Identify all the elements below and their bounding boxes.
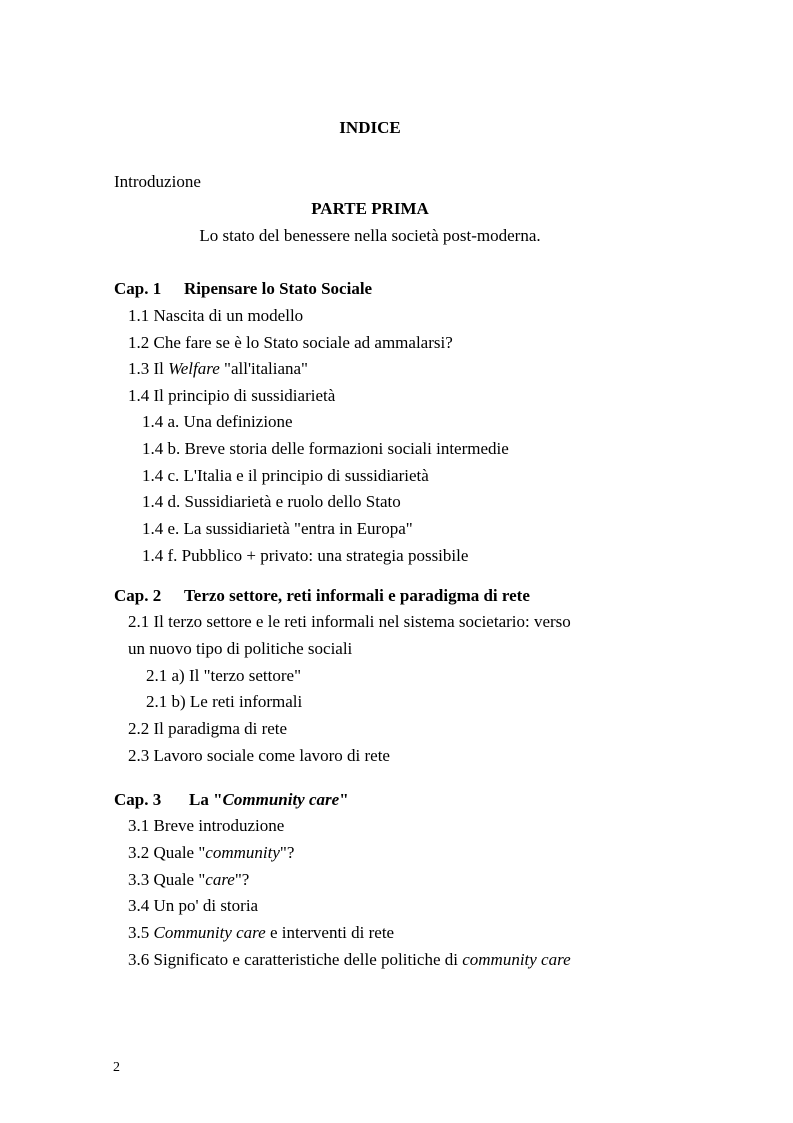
chapter-3-heading — [114, 790, 349, 810]
chapter-number: Cap. 1 — [114, 279, 162, 298]
chapter-title: " — [339, 790, 349, 809]
entry-text: 3.6 Significato e caratteristiche delle politiche di — [128, 950, 463, 969]
toc-entry — [128, 870, 249, 890]
entry-emphasis: care — [205, 870, 235, 889]
chapter-title: La " — [189, 790, 223, 809]
entry-text: "? — [234, 870, 250, 889]
toc-subentry: 1.4 c. L'Italia e il principio di sussidiarietà — [142, 466, 429, 485]
chapter-2-heading — [114, 586, 530, 606]
toc-entry — [128, 923, 394, 943]
toc-subentry: 2.1 b) Le reti informali — [146, 692, 303, 711]
entry-text: e interventi di rete — [265, 923, 395, 942]
toc-entry: 3.4 Un po' di storia — [128, 896, 259, 915]
toc-subentry: 1.4 f. Pubblico + privato: una strategia possibile — [142, 546, 469, 565]
toc-subentry: 1.4 a. Una definizione — [142, 412, 293, 431]
entry-emphasis: Community care — [153, 923, 266, 942]
entry-emphasis: Welfare — [168, 359, 220, 378]
toc-entry: 2.2 Il paradigma di rete — [128, 719, 288, 738]
part-heading: PARTE PRIMA — [311, 199, 429, 218]
chapter-number: Cap. 3 — [114, 790, 162, 809]
chapter-1-heading — [114, 279, 372, 299]
toc-entry: 1.2 Che fare se è lo Stato sociale ad ammalarsi? — [128, 333, 453, 352]
chapter-number: Cap. 2 — [114, 586, 162, 605]
toc-subentry: 2.1 a) Il "terzo settore" — [146, 666, 302, 685]
entry-text: "? — [279, 843, 295, 862]
toc-entry — [128, 950, 571, 970]
intro-entry: Introduzione — [114, 172, 201, 191]
part-subtitle: Lo stato del benessere nella società post-moderna. — [199, 226, 541, 245]
entry-text: 1.3 Il — [128, 359, 169, 378]
toc-entry: 1.4 Il principio di sussidiarietà — [128, 386, 336, 405]
toc-entry: 1.1 Nascita di un modello — [128, 306, 304, 325]
toc-entry: 2.3 Lavoro sociale come lavoro di rete — [128, 746, 390, 765]
entry-text: 3.3 Quale " — [128, 870, 206, 889]
entry-text: 3.2 Quale " — [128, 843, 206, 862]
chapter-title: Terzo settore, reti informali e paradigma di rete — [184, 586, 530, 605]
entry-emphasis: community — [205, 843, 280, 862]
toc-entry: 2.1 Il terzo settore e le reti informali nel sistema societario: verso — [128, 612, 571, 631]
toc-subentry: 1.4 e. La sussidiarietà "entra in Europa" — [142, 519, 413, 538]
chapter-title: Ripensare lo Stato Sociale — [184, 279, 373, 298]
chapter-title-emphasis: Community care — [222, 790, 340, 809]
toc-entry — [128, 843, 294, 863]
entry-text: 3.5 — [128, 923, 154, 942]
entry-text: "all'italiana" — [219, 359, 308, 378]
toc-entry-continued: un nuovo tipo di politiche sociali — [128, 639, 353, 658]
toc-entry: 3.1 Breve introduzione — [128, 816, 285, 835]
toc-subentry: 1.4 d. Sussidiarietà e ruolo dello Stato — [142, 492, 401, 511]
page-number: 2 — [113, 1060, 120, 1075]
toc-entry — [128, 359, 308, 379]
toc-subentry: 1.4 b. Breve storia delle formazioni sociali intermedie — [142, 439, 509, 458]
entry-emphasis: community care — [462, 950, 571, 969]
page-title: INDICE — [339, 118, 401, 137]
